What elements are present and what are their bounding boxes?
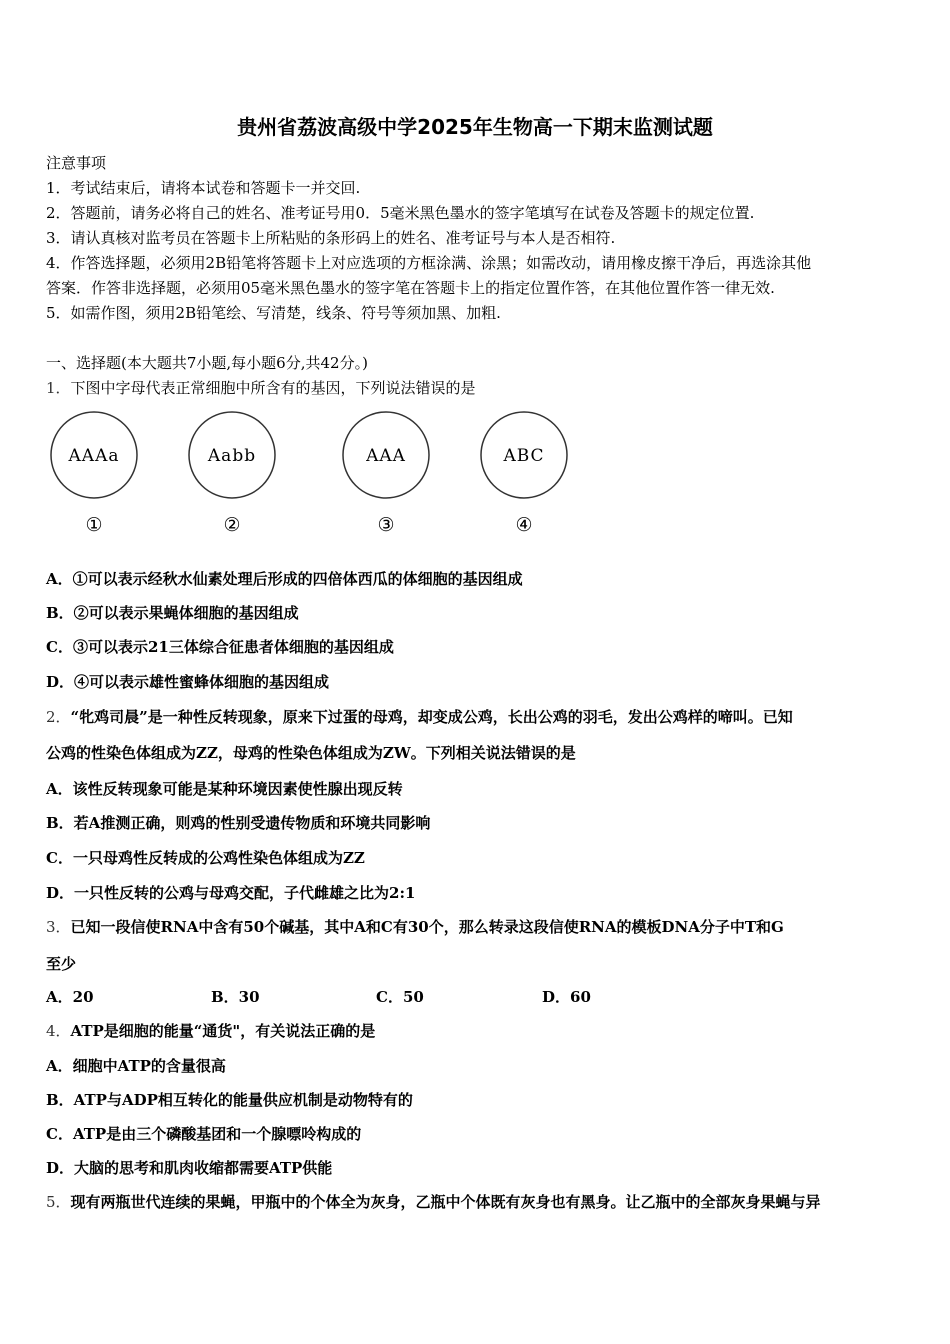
question-number: 4． <box>46 1022 71 1040</box>
question-text: 已知一段信使RNA中含有50个碱基，其中A和C有30个，那么转录这段信使RNA的模板DNA分子中T和G <box>70 918 784 936</box>
cell-label: ① <box>85 514 103 536</box>
cell-2 <box>189 412 275 536</box>
question-4-option-b[interactable]: B．ATP与ADP相互转化的能量供应机制是动物特有的 <box>46 1091 413 1109</box>
cell-3 <box>343 412 429 536</box>
question-4-option-a[interactable]: A．细胞中ATP的含量很高 <box>46 1057 226 1075</box>
notice-item: 1．考试结束后，请将本试卷和答题卡一并交回. <box>46 179 361 197</box>
question-2-option-a[interactable]: A．该性反转现象可能是某种环境因素使性腺出现反转 <box>46 780 403 798</box>
cell-4 <box>481 412 567 536</box>
question-2-option-b[interactable]: B．若A推测正确，则鸡的性别受遗传物质和环境共同影响 <box>46 814 431 832</box>
question-3-stem <box>46 916 784 937</box>
question-number: 1． <box>46 379 71 397</box>
question-number: 2． <box>46 708 71 726</box>
question-1-option-a[interactable]: A．①可以表示经秋水仙素处理后形成的四倍体西瓜的体细胞的基因组成 <box>46 570 523 588</box>
gene-cells-figure <box>46 405 586 545</box>
question-3-stem-cont: 至少 <box>46 955 77 973</box>
question-4-option-d[interactable]: D．大脑的思考和肌肉收缩都需要ATP供能 <box>46 1159 333 1177</box>
question-1-option-d[interactable]: D．④可以表示雄性蜜蜂体细胞的基因组成 <box>46 673 330 691</box>
notice-heading: 注意事项 <box>46 154 107 172</box>
question-text: 现有两瓶世代连续的果蝇，甲瓶中的个体全为灰身，乙瓶中个体既有灰身也有黑身。让乙瓶中的全部灰身果蝇与异 <box>70 1193 821 1211</box>
page-title: 贵州省荔波高级中学2025年生物高一下期末监测试题 <box>237 115 713 139</box>
question-3-option-b[interactable]: B．30 <box>211 988 260 1006</box>
cell-genes: AAAa <box>68 446 120 466</box>
cell-genes: Aabb <box>207 446 257 466</box>
notice-item: 3．请认真核对监考员在答题卡上所粘贴的条形码上的姓名、准考证号与本人是否相符. <box>46 229 616 247</box>
notice-item: 2．答题前，请务必将自己的姓名、准考证号用0．5毫米黑色墨水的签字笔填写在试卷及答题卡的规定位置. <box>46 204 755 222</box>
question-3-option-d[interactable]: D．60 <box>542 988 591 1006</box>
cell-label: ③ <box>377 514 395 536</box>
question-4-option-c[interactable]: C．ATP是由三个磷酸基团和一个腺嘌呤构成的 <box>46 1125 362 1143</box>
section-heading: 一、选择题(本大题共7小题,每小题6分,共42分。) <box>46 354 368 372</box>
question-2-option-c[interactable]: C．一只母鸡性反转成的公鸡性染色体组成为ZZ <box>46 849 365 867</box>
question-1-option-c[interactable]: C．③可以表示21三体综合征患者体细胞的基因组成 <box>46 638 394 656</box>
question-1-stem <box>46 377 476 398</box>
question-text: 下图中字母代表正常细胞中所含有的基因，下列说法错误的是 <box>70 379 476 397</box>
question-2-option-d[interactable]: D．一只性反转的公鸡与母鸡交配，子代雌雄之比为2:1 <box>46 884 416 902</box>
question-number: 3． <box>46 918 71 936</box>
question-4-stem <box>46 1020 375 1041</box>
question-text: ATP是细胞的能量“通货"，有关说法正确的是 <box>70 1022 376 1040</box>
question-number: 5． <box>46 1193 71 1211</box>
cell-genes: ABC <box>503 446 545 466</box>
question-2-stem <box>46 706 793 727</box>
question-3-option-c[interactable]: C．50 <box>376 988 424 1006</box>
cell-1 <box>51 412 137 536</box>
cell-label: ② <box>223 514 241 536</box>
cell-genes: AAA <box>366 446 406 466</box>
question-text: “牝鸡司晨”是一种性反转现象，原来下过蛋的母鸡，却变成公鸡，长出公鸡的羽毛，发出公鸡样的啼叫。已知 <box>70 708 793 726</box>
question-1-option-b[interactable]: B．②可以表示果蝇体细胞的基因组成 <box>46 604 299 622</box>
notice-item: 答案．作答非选择题，必须用05毫米黑色墨水的签字笔在答题卡上的指定位置作答，在其他位置作答一律无效. <box>46 279 775 297</box>
question-3-option-a[interactable]: A．20 <box>46 988 94 1006</box>
question-2-stem-cont: 公鸡的性染色体组成为ZZ，母鸡的性染色体组成为ZW。下列相关说法错误的是 <box>46 744 576 762</box>
notice-item: 5．如需作图，须用2B铅笔绘、写清楚，线条、符号等须加黑、加粗. <box>46 304 501 322</box>
question-5-stem <box>46 1191 821 1212</box>
cell-label: ④ <box>515 514 533 536</box>
notice-item: 4．作答选择题，必须用2B铅笔将答题卡上对应选项的方框涂满、涂黑；如需改动，请用橡皮擦干净后，再选涂其他 <box>46 254 812 272</box>
